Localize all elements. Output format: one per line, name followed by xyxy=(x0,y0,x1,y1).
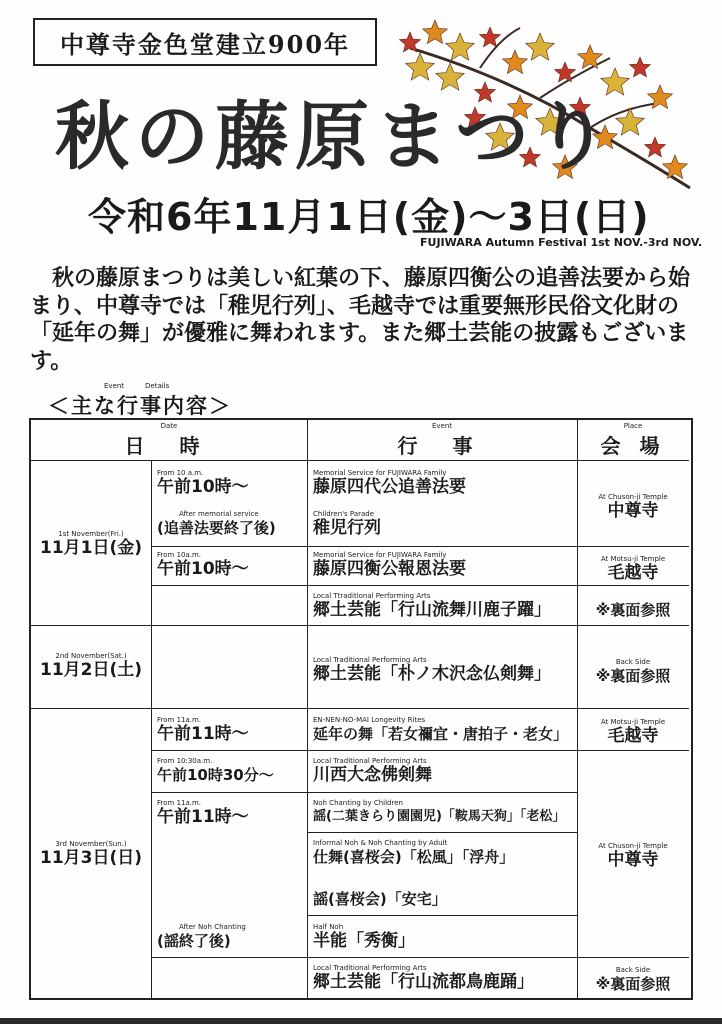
place-jp: 毛越寺 xyxy=(607,726,659,746)
bottom-edge xyxy=(0,1018,722,1024)
event-jp: 郷土芸能「行山流都鳥鹿踊」 xyxy=(313,972,534,992)
time-jp: (追善法要終了後) xyxy=(157,519,276,537)
time-en: From 11a.m. xyxy=(157,716,202,724)
event-en: Local Traditional Performing Arts xyxy=(313,964,427,972)
day-cell-3 xyxy=(31,840,151,868)
maple-leaf xyxy=(526,33,555,60)
place-jp: 中尊寺 xyxy=(607,501,659,521)
event-jp: 謡(喜桜会)「安宅」 xyxy=(313,890,447,908)
divider xyxy=(151,460,152,998)
day-cell-1 xyxy=(31,530,151,558)
event-en: Local Traditional Performing Arts xyxy=(313,656,427,664)
event-jp: 延年の舞「若女禰宜・唐拍子・老女」 xyxy=(313,725,569,743)
place-cell xyxy=(577,600,689,620)
time-jp: 午前10時〜 xyxy=(157,477,249,497)
place-en: At Motsu-ji Temple xyxy=(600,555,666,563)
event-en: Local Traditional Performing Arts xyxy=(313,757,427,765)
event-jp: 稚児行列 xyxy=(313,518,381,538)
maple-leaf xyxy=(645,137,666,157)
divider xyxy=(307,915,577,916)
event-en: Local Ttraditional Performing Arts xyxy=(313,592,431,600)
event-cell xyxy=(313,757,432,785)
event-jp: 半能「秀衡」 xyxy=(313,931,415,951)
day-jp: 11月1日(金) xyxy=(39,538,143,558)
event-jp: 郷土芸能「行山流舞川鹿子躍」 xyxy=(313,600,551,620)
divider xyxy=(151,792,577,793)
place-en: Back Side xyxy=(615,658,651,666)
maple-leaf xyxy=(480,27,501,47)
header-date: 日 時 xyxy=(124,434,214,458)
event-cell xyxy=(313,551,466,579)
time-en: After memorial service xyxy=(179,510,259,518)
event-cell xyxy=(313,889,447,909)
divider xyxy=(31,708,689,709)
maple-leaf xyxy=(446,33,475,60)
divider xyxy=(151,585,689,586)
time-en: After Noh Chanting xyxy=(179,923,246,931)
day-en: 2nd November(Sat.) xyxy=(55,652,127,660)
time-cell xyxy=(157,923,246,951)
day-jp: 11月2日(土) xyxy=(39,660,143,680)
event-en: Memorial Service for FUJIWARA Family xyxy=(313,551,447,559)
event-table xyxy=(29,418,693,1000)
event-jp: 謡(二葉きらり園園児)「鞍馬天狗」「老松」 xyxy=(313,809,566,824)
anniversary-text: 中尊寺金色堂建立900年 xyxy=(59,29,351,59)
event-jp: 藤原四代公追善法要 xyxy=(313,477,466,497)
time-jp: (謡終了後) xyxy=(157,932,231,950)
event-cell xyxy=(313,510,381,538)
header-date-cell xyxy=(31,422,307,459)
event-cell xyxy=(313,656,551,684)
divider xyxy=(31,625,689,626)
event-cell xyxy=(313,592,551,620)
place-en: Back Side xyxy=(615,966,651,974)
maple-leaf xyxy=(503,50,528,74)
header-event-en: Event xyxy=(431,422,453,430)
time-jp: 午前11時〜 xyxy=(157,807,249,827)
section-annotation-event: Event xyxy=(104,382,125,390)
time-jp: 午前11時〜 xyxy=(157,724,249,744)
time-cell xyxy=(157,551,249,579)
event-cell xyxy=(313,839,514,867)
maple-leaf xyxy=(578,45,603,69)
event-cell xyxy=(313,716,568,744)
place-jp: 中尊寺 xyxy=(607,850,659,870)
festival-date-english: FUJIWARA Autumn Festival 1st NOV.-3rd NOV. xyxy=(420,236,703,249)
anniversary-banner xyxy=(33,18,377,66)
header-place-en: Place xyxy=(623,422,643,430)
place-jp: 毛越寺 xyxy=(607,563,659,583)
maple-leaf xyxy=(406,53,435,80)
event-en: Informal Noh & Noh Chanting by Adult xyxy=(313,839,448,847)
place-cell xyxy=(577,658,689,686)
time-jp: 午前10時〜 xyxy=(157,559,249,579)
header-event: 行 事 xyxy=(397,434,487,458)
header-event-cell xyxy=(307,422,577,459)
event-cell xyxy=(313,964,534,992)
day-jp: 11月3日(日) xyxy=(39,848,143,868)
event-cell xyxy=(313,469,466,497)
divider xyxy=(307,832,577,833)
day-cell-2 xyxy=(31,652,151,680)
divider xyxy=(31,460,689,461)
event-jp: 仕舞(喜桜会)「松風」「浮舟」 xyxy=(313,848,515,866)
event-en: Memorial Service for FUJIWARA Family xyxy=(313,469,447,477)
divider xyxy=(307,420,308,998)
time-en: From 10 a.m. xyxy=(157,469,204,477)
event-jp: 郷土芸能「朴ノ木沢念仏剣舞」 xyxy=(313,664,551,684)
place-cell xyxy=(577,493,689,521)
section-title: ＜主な行事内容＞ xyxy=(48,394,232,418)
day-en: 1st November(Fri.) xyxy=(58,530,124,538)
place-jp: ※裏面参照 xyxy=(595,601,671,619)
divider xyxy=(151,546,689,547)
event-cell xyxy=(313,923,415,951)
intro-paragraph: 秋の藤原まつりは美しい紅葉の下、藤原四衡公の追善法要から始まり、中尊寺では「稚児行列」、毛越寺では重要無形民俗文化財の「延年の舞」が優雅に舞われます。また郷土芸能の披露もございます。 xyxy=(30,266,691,374)
event-cell xyxy=(313,799,565,827)
time-en: From 10a.m. xyxy=(157,551,202,559)
place-jp: ※裏面参照 xyxy=(595,667,671,685)
maple-leaf xyxy=(630,57,651,77)
time-cell xyxy=(157,510,276,538)
place-en: At Chuson-ji Temple xyxy=(598,842,668,850)
place-cell xyxy=(577,966,689,994)
time-cell xyxy=(157,716,249,744)
time-jp: 午前10時30分〜 xyxy=(157,766,274,784)
event-en: Children's Parade xyxy=(313,510,375,518)
place-cell xyxy=(577,842,689,870)
header-place-cell xyxy=(577,422,689,459)
event-en: Half Noh xyxy=(313,923,344,931)
time-cell xyxy=(157,469,249,497)
festival-date: 令和6年11月1日(金)〜3日(日) xyxy=(88,195,650,239)
divider xyxy=(151,957,689,958)
time-en: From 11a.m. xyxy=(157,799,202,807)
place-cell xyxy=(577,555,689,583)
day-en: 3rd November(Sun.) xyxy=(55,840,127,848)
place-en: At Chuson-ji Temple xyxy=(598,493,668,501)
festival-title: 秋の藤原まつり xyxy=(55,94,615,180)
maple-leaf xyxy=(423,20,448,44)
divider xyxy=(151,750,689,751)
place-jp: ※裏面参照 xyxy=(595,975,671,993)
time-cell xyxy=(157,799,249,827)
header-date-en: Date xyxy=(160,422,178,430)
event-jp: 藤原四衡公報恩法要 xyxy=(313,559,466,579)
event-en: EN-NEN-NO-MAI Longevity Rites xyxy=(313,716,426,724)
event-en: Noh Chanting by Children xyxy=(313,799,403,807)
time-en: From 10:30a.m. xyxy=(157,757,213,765)
place-en: At Motsu-ji Temple xyxy=(600,718,666,726)
event-jp: 川西大念佛剣舞 xyxy=(313,765,432,785)
header-place: 会 場 xyxy=(600,434,666,458)
time-cell xyxy=(157,757,274,785)
section-annotation-details: Details xyxy=(145,382,170,390)
place-cell xyxy=(577,718,689,746)
